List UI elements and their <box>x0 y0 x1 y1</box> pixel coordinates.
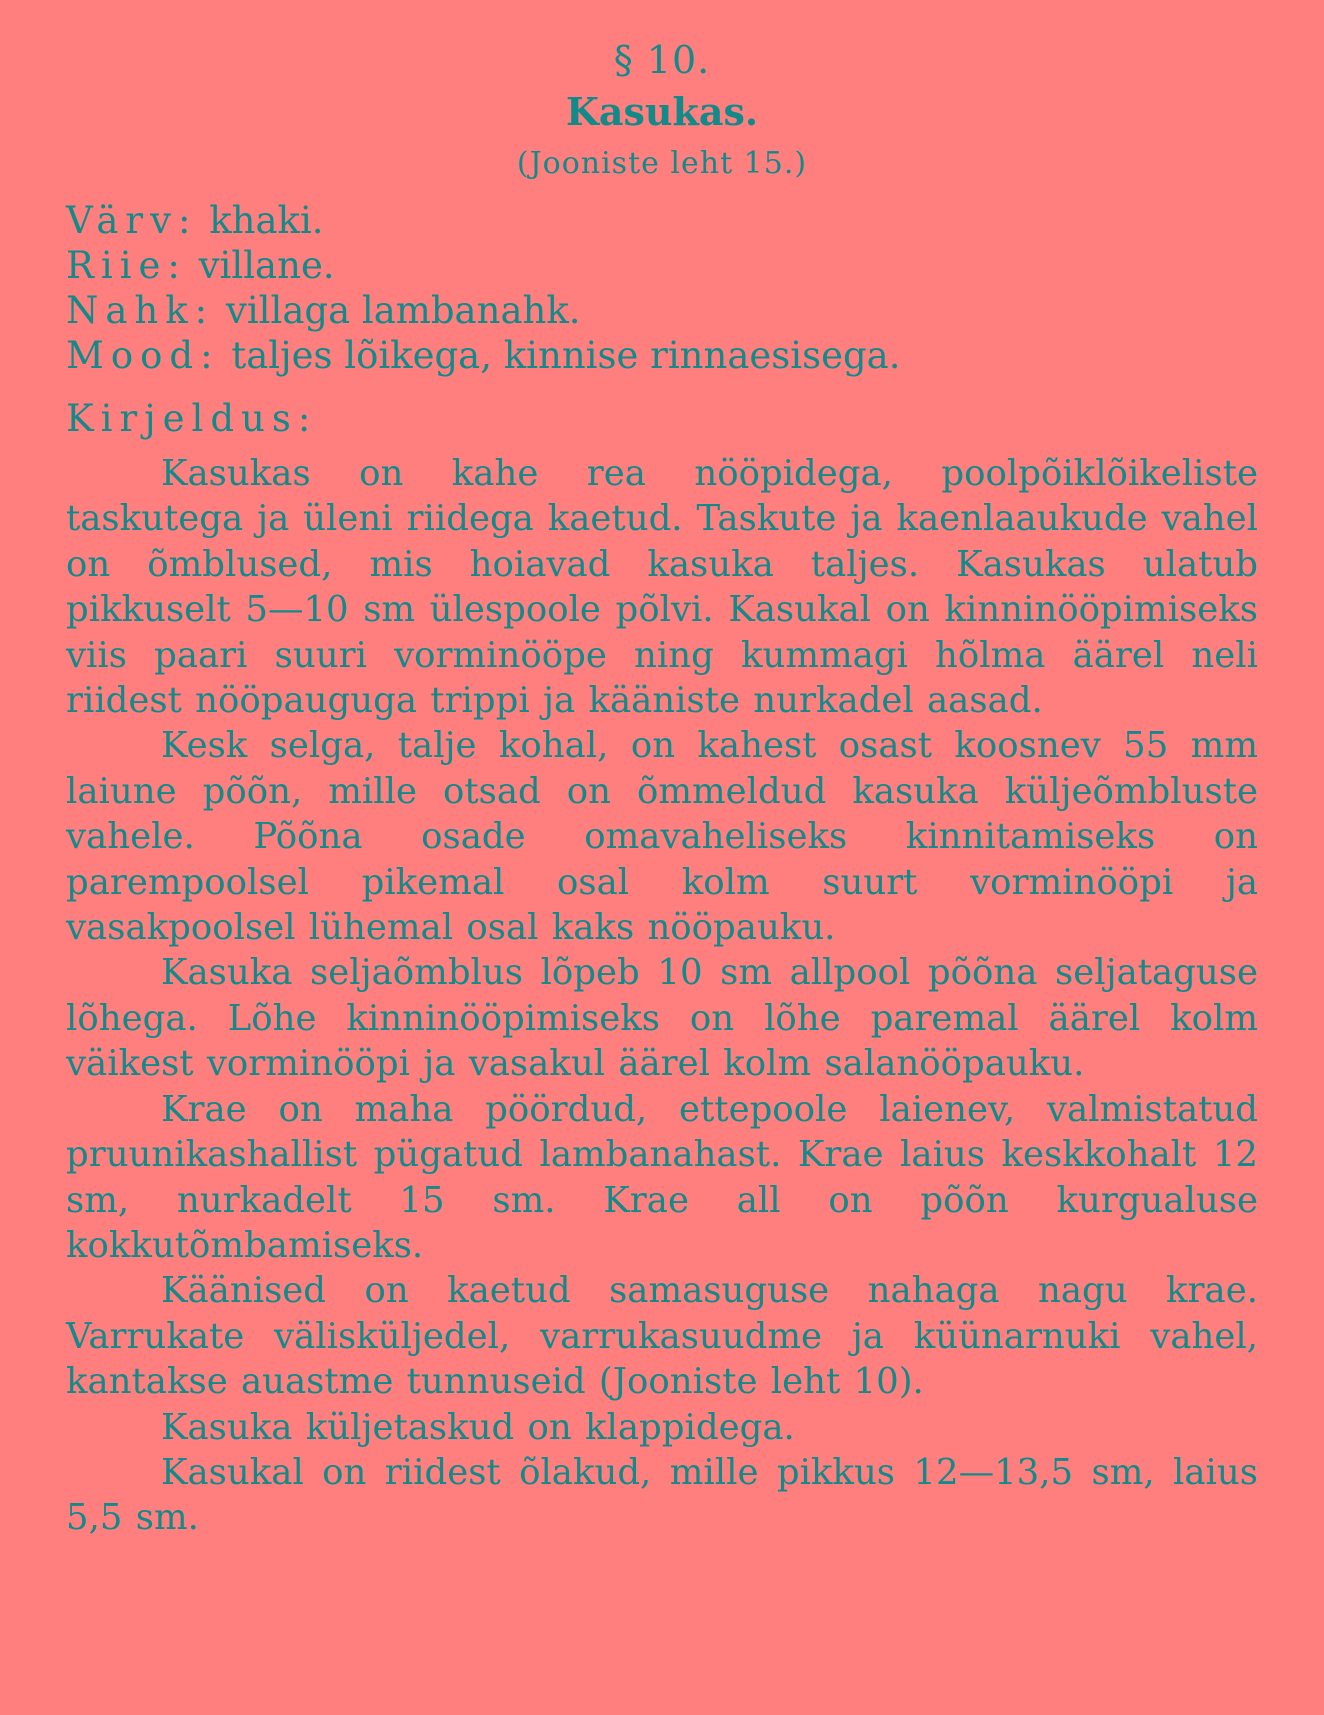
description-heading: Kirjeldus: <box>66 397 318 440</box>
spec-key: Värv: <box>66 199 198 242</box>
spec-key: Nahk: <box>66 289 215 332</box>
spec-value: villane. <box>198 244 335 287</box>
page-subtitle: (Jooniste leht 15.) <box>516 146 808 181</box>
spec-value: taljes lõikega, kinnise rinnaesisega. <box>231 334 901 377</box>
paragraph: Kasukas on kahe rea nööpidega, poolpõiklõikeliste taskutega ja üleni riidega kaetud. Taskute ja kaenlaaukude vahel on õmblused, mis hoiavad kasuka taljes. Kasukas ulatub pikkuselt 5—10 sm ülespoole põlvi. Kasukal on kinninööpimiseks viis paari suuri vorminööpe ning kummagi hõlma äärel neli riidest nööpauguga trippi ja kääniste nurkadel aasad. <box>66 453 1258 722</box>
spec-fabric <box>66 243 1258 288</box>
spec-list <box>66 198 1258 378</box>
spec-value: villaga lambanahk. <box>225 289 581 332</box>
paragraph: Kasuka seljaõmblus lõpeb 10 sm allpool põõna seljataguse lõhega. Lõhe kinninööpimiseks on lõhe paremal äärel kolm väikest vorminööpi ja vasakul äärel kolm salanööpauku. <box>66 952 1258 1085</box>
spec-key: Mood: <box>66 334 220 377</box>
document-page <box>66 34 1258 1694</box>
section-number: § 10. <box>613 38 711 82</box>
spec-color <box>66 198 1258 243</box>
paragraph: Krae on maha pöördud, ettepoole laienev, valmistatud pruunikashallist pügatud lambanahast. Krae laius keskkohalt 12 sm, nurkadelt 15 sm. Krae all on põõn kurgualuse kokkutõmbamiseks. <box>66 1088 1258 1266</box>
paragraph: Kasukal on riidest õlakud, mille pikkus 12—13,5 sm, laius 5,5 sm. <box>66 1451 1258 1539</box>
spec-leather <box>66 288 1258 333</box>
paragraph: Kesk selga, talje kohal, on kahest osast koosnev 55 mm laiune põõn, mille otsad on õmmeldud kasuka küljeõmbluste vahele. Põõna osade omavaheliseks kinnitamiseks on parempoolsel pikemal osal kolm suurt vorminööpi ja vasakpoolsel lühemal osal kaks nööpauku. <box>66 725 1258 949</box>
description-body <box>66 451 1258 1541</box>
page-title: Kasukas. <box>565 89 759 134</box>
spec-key: Riie: <box>66 244 187 287</box>
paragraph: Kasuka küljetaskud on klappidega. <box>161 1406 795 1448</box>
spec-style <box>66 333 1258 378</box>
paragraph: Käänised on kaetud samasuguse nahaga nagu krae. Varrukate välisküljedel, varrukasuudme ja küünarnuki vahel, kantakse auastme tunnuseid (Jooniste leht 10). <box>66 1270 1258 1403</box>
spec-value: khaki. <box>209 199 324 242</box>
